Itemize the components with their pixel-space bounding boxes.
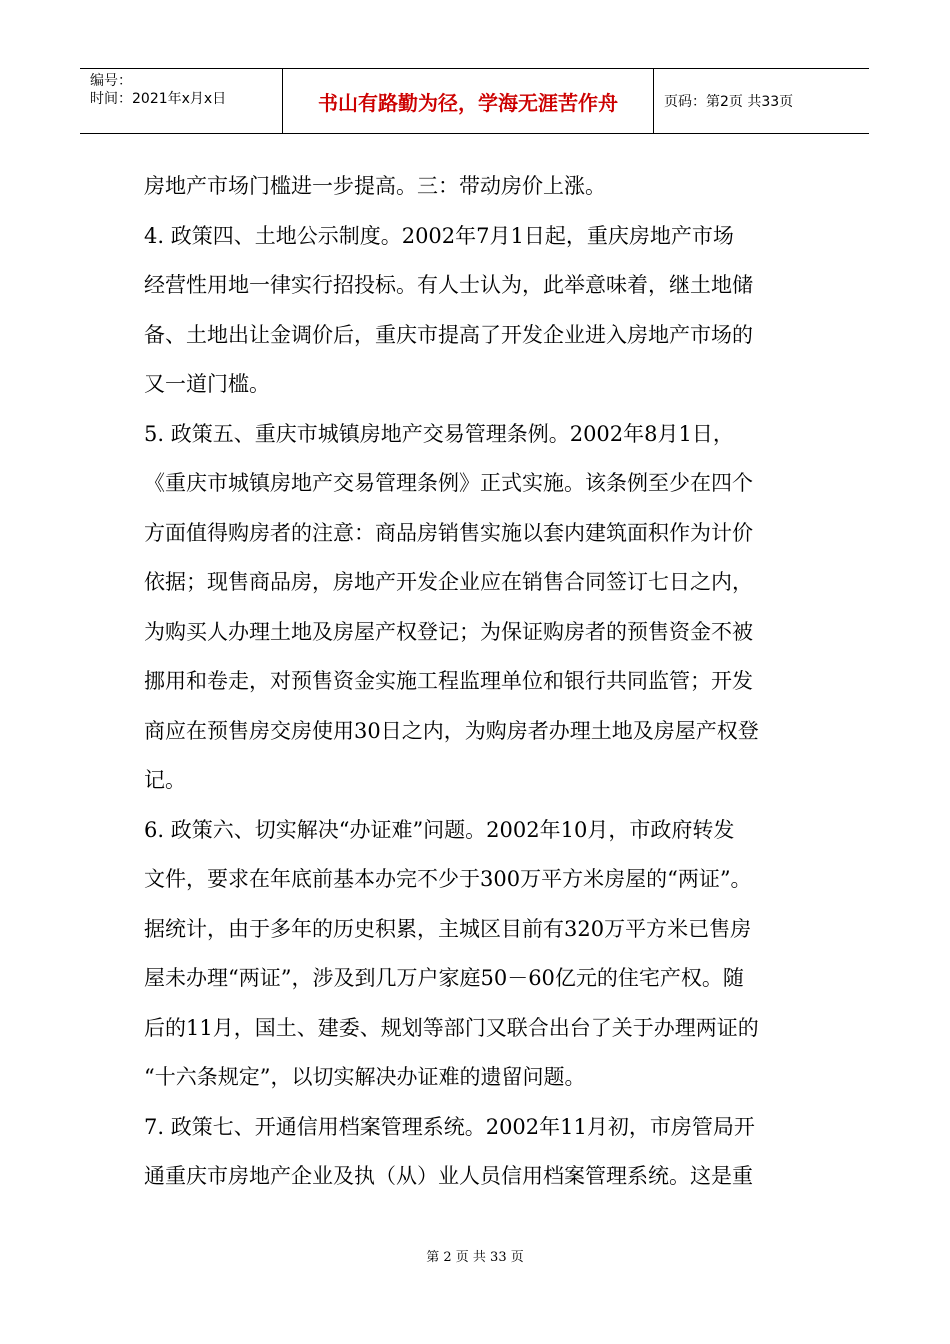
body-line: 《重庆市城镇房地产交易管理条例》正式实施。该条例至少在四个 xyxy=(144,471,753,495)
document-body xyxy=(144,162,812,1202)
body-line: 据统计，由于多年的历史积累，主城区目前有320万平方米已售房 xyxy=(144,916,752,941)
header-motto: 书山有路勤为径，学海无涯苦作舟 xyxy=(318,90,618,115)
body-line: 挪用和卷走，对预售资金实施工程监理单位和银行共同监管；开发 xyxy=(144,669,753,693)
body-line: 方面值得购房者的注意：商品房销售实施以套内建筑面积作为计价 xyxy=(144,520,753,545)
body-line: 7. 政策七、开通信用档案管理系统。2002年11月初，市房管局开 xyxy=(144,1114,755,1139)
header-page-info: 页码：第2页 共33页 xyxy=(664,94,794,110)
body-line: 后的11月，国土、建委、规划等部门又联合出台了关于办理两证的 xyxy=(144,1015,759,1040)
body-line: 6. 政策六、切实解决“办证难”问题。2002年10月，市政府转发 xyxy=(144,817,735,842)
body-line: 4. 政策四、土地公示制度。2002年7月1日起，重庆房地产市场 xyxy=(144,223,734,248)
document-code-label: 编号： xyxy=(90,73,132,89)
body-line: 记。 xyxy=(144,768,186,792)
body-line: 房地产市场门槛进一步提高。三：带动房价上涨。 xyxy=(144,174,606,198)
body-line: 屋未办理“两证”，涉及到几万户家庭50－60亿元的住宅产权。随 xyxy=(144,966,744,990)
body-line: 为购买人办理土地及房屋产权登记；为保证购房者的预售资金不被 xyxy=(144,619,753,644)
document-time-label: 时间：2021年x月x日 xyxy=(90,91,227,107)
body-line: 5. 政策五、重庆市城镇房地产交易管理条例。2002年8月1日， xyxy=(144,421,734,446)
body-line: 备、土地出让金调价后，重庆市提高了开发企业进入房地产市场的 xyxy=(144,322,753,347)
body-line: 依据；现售商品房，房地产开发企业应在销售合同签订七日之内， xyxy=(144,570,753,594)
body-line: 文件，要求在年底前基本办完不少于300万平方米房屋的“两证”。 xyxy=(144,867,752,891)
body-line: 经营性用地一律实行招投标。有人士认为，此举意味着，继土地储 xyxy=(144,273,753,297)
header-meta-cell xyxy=(80,69,283,133)
page-header xyxy=(80,68,869,134)
header-motto-cell xyxy=(283,69,654,133)
body-line: 通重庆市房地产企业及执（从）业人员信用档案管理系统。这是重 xyxy=(144,1164,753,1188)
body-line: 又一道门槛。 xyxy=(144,372,270,396)
page-footer: 第 2 页 共 33 页 xyxy=(426,1250,524,1265)
header-page-cell xyxy=(654,69,869,133)
body-line: “十六条规定”，以切实解决办证难的遗留问题。 xyxy=(144,1065,586,1089)
body-line: 商应在预售房交房使用30日之内，为购房者办理土地及房屋产权登 xyxy=(144,718,759,743)
